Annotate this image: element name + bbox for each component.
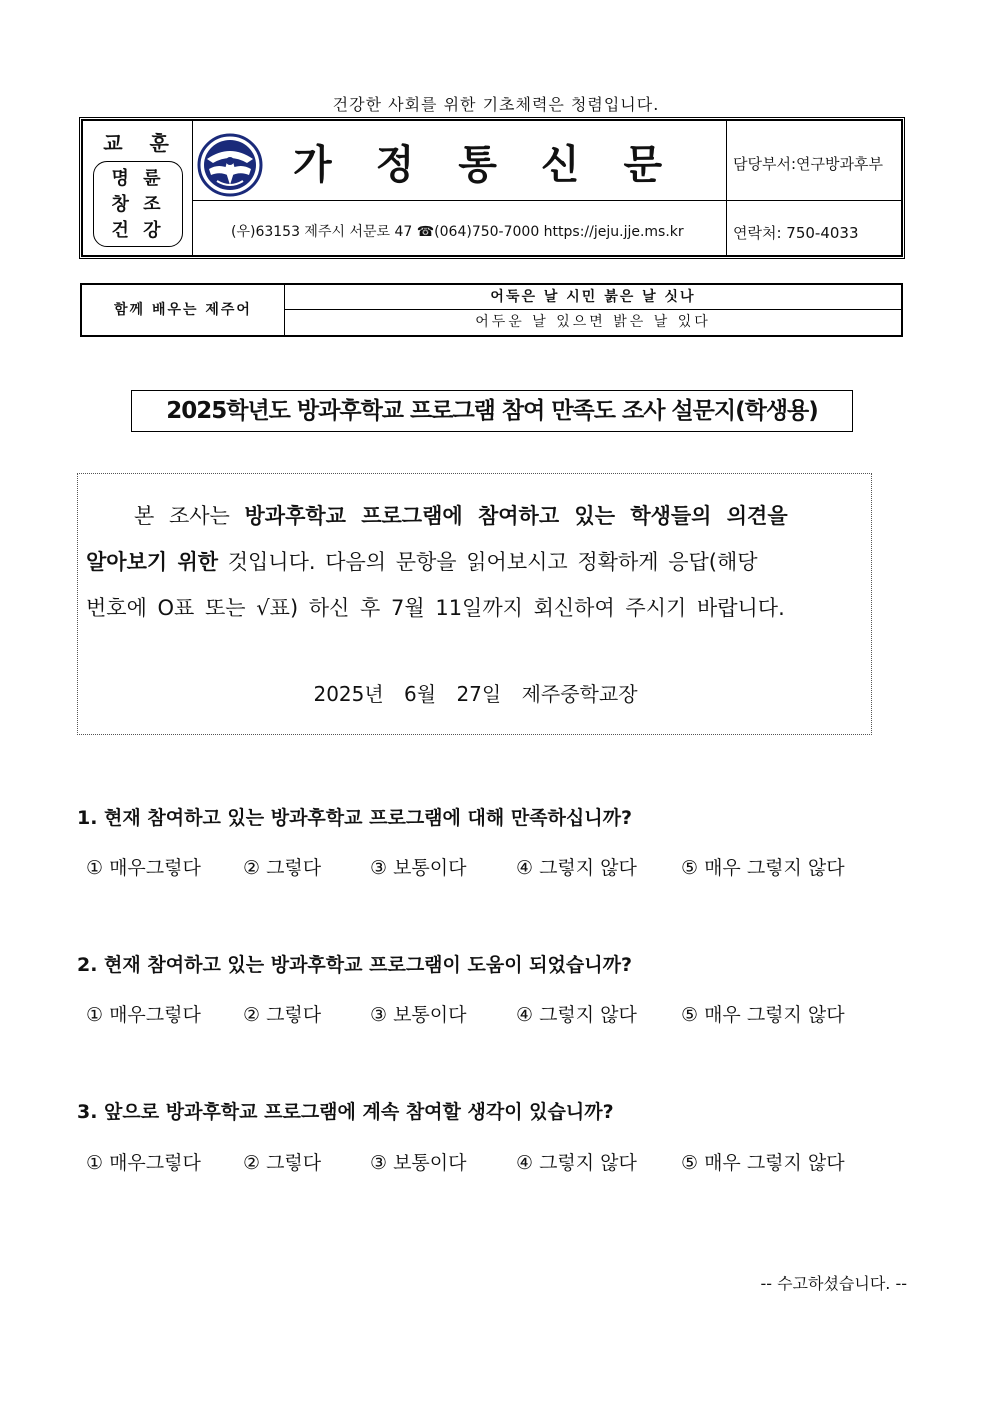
address-cell [193, 201, 727, 257]
survey-date-signature: 2025년 6월 27일 제주중학교장 [313, 682, 638, 706]
intro-emphasis: 방과후학교 프로그램에 참여하고 있는 학생들의 의견을 [244, 504, 788, 528]
question-2: 2. 현재 참여하고 있는 방과후학교 프로그램이 도움이 되었습니까? [77, 954, 632, 976]
integrity-slogan: 건강한 사회를 위한 기초체력은 청렴입니다. [332, 95, 660, 114]
option-agree[interactable]: ② 그렇다 [243, 1004, 322, 1026]
intro-text: 본 조사는 [134, 504, 245, 528]
newsletter-title: 가정통신문 [293, 142, 707, 188]
school-emblem-icon [197, 129, 279, 199]
jeju-dialect-translation: 어두운 날 있으면 밝은 날 있다 [475, 314, 711, 330]
intro-line-1 [86, 500, 863, 530]
option-agree[interactable]: ② 그렇다 [243, 1152, 322, 1174]
option-disagree[interactable]: ④ 그렇지 않다 [516, 1004, 637, 1026]
motto-line: 창 조 [111, 194, 165, 215]
intro-text: 것입니다. 다음의 문항을 읽어보시고 정확하게 응답(해당 [218, 550, 758, 574]
question-3-options [0, 1148, 992, 1178]
option-very-agree[interactable]: ① 매우그렇다 [86, 857, 201, 879]
survey-intro-box [77, 473, 872, 735]
closing-message: -- 수고하셨습니다. -- [760, 1274, 907, 1293]
option-very-disagree[interactable]: ⑤ 매우 그렇지 않다 [681, 1152, 845, 1174]
question-3: 3. 앞으로 방과후학교 프로그램에 계속 참여할 생각이 있습니까? [77, 1101, 614, 1123]
intro-line-2 [86, 546, 863, 576]
jeju-dialect-label: 함께 배우는 제주어 [82, 285, 285, 335]
option-very-agree[interactable]: ① 매우그렇다 [86, 1152, 201, 1174]
question-1-options [0, 853, 992, 883]
option-disagree[interactable]: ④ 그렇지 않다 [516, 857, 637, 879]
department: 담당부서:연구방과후부 [733, 155, 883, 173]
option-neutral[interactable]: ③ 보통이다 [370, 857, 467, 879]
option-very-agree[interactable]: ① 매우그렇다 [86, 1004, 201, 1026]
intro-emphasis: 알아보기 위한 [86, 550, 219, 574]
school-motto-values [93, 161, 183, 247]
department-cell [727, 121, 903, 201]
newsletter-header [79, 117, 905, 259]
school-motto-title: 교 훈 [103, 131, 179, 155]
question-1: 1. 현재 참여하고 있는 방과후학교 프로그램에 대해 만족하십니까? [77, 807, 632, 829]
contact-cell [727, 201, 903, 257]
motto-line: 건 강 [111, 220, 165, 241]
motto-line: 명 륜 [111, 168, 165, 189]
contact-number: 연락처: 750-4033 [733, 224, 859, 242]
option-very-disagree[interactable]: ⑤ 매우 그렇지 않다 [681, 1004, 845, 1026]
option-neutral[interactable]: ③ 보통이다 [370, 1004, 467, 1026]
school-address: (우)63153 제주시 서문로 47 ☎(064)750-7000 https://jeju.jje.ms.kr [231, 224, 684, 240]
option-very-disagree[interactable]: ⑤ 매우 그렇지 않다 [681, 857, 845, 879]
option-neutral[interactable]: ③ 보통이다 [370, 1152, 467, 1174]
school-motto-box [83, 121, 193, 257]
question-2-options [0, 1000, 992, 1030]
option-disagree[interactable]: ④ 그렇지 않다 [516, 1152, 637, 1174]
survey-title: 2025학년도 방과후학교 프로그램 참여 만족도 조사 설문지(학생용) [131, 390, 853, 432]
jeju-dialect-table [80, 283, 903, 337]
jeju-dialect-phrase: 어둑은 날 시민 붉은 날 싯나 [285, 285, 901, 310]
intro-line-3: 번호에 O표 또는 √표) 하신 후 7월 11일까지 회신하여 주시기 바랍니다. [86, 596, 785, 620]
option-agree[interactable]: ② 그렇다 [243, 857, 322, 879]
